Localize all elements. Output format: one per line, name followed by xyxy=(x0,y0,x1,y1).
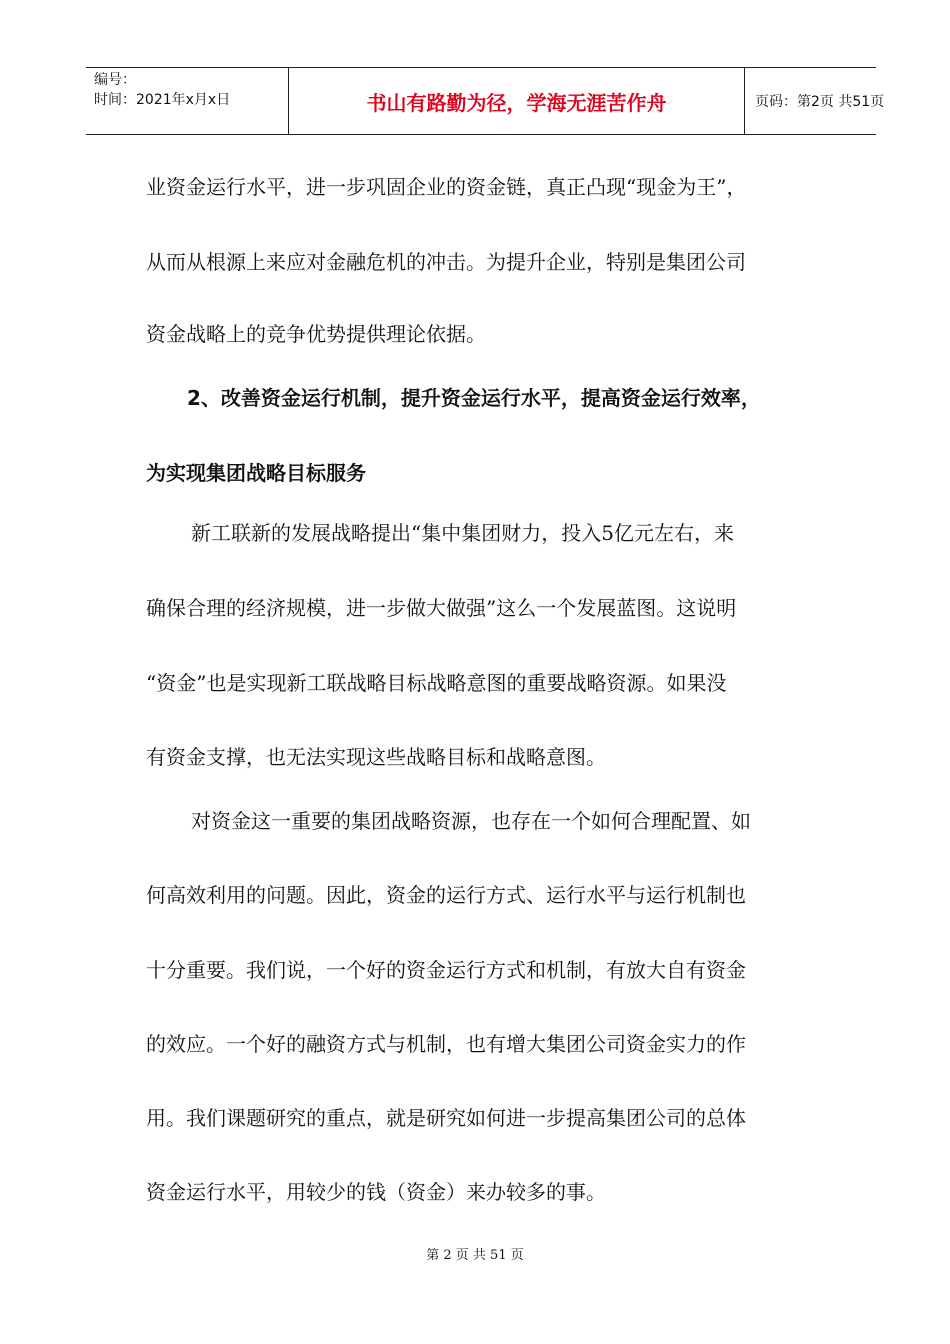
paragraph-line: “资金”也是实现新工联战略目标战略意图的重要战略资源。如果没 xyxy=(146,671,727,695)
header-page-cell xyxy=(745,68,885,134)
paragraph-line: 资金运行水平，用较少的钱（资金）来办较多的事。 xyxy=(146,1180,606,1204)
page-footer: 第 2 页 共 51 页 xyxy=(426,1248,524,1263)
paragraph-line: 的效应。一个好的融资方式与机制，也有增大集团公司资金实力的作 xyxy=(146,1032,746,1056)
section-heading-line: 2、改善资金运行机制，提升资金运行水平，提高资金运行效率， xyxy=(187,386,761,410)
paragraph-line: 用。我们课题研究的重点，就是研究如何进一步提高集团公司的总体 xyxy=(146,1106,746,1130)
header-motto: 书山有路勤为径，学海无涯苦作舟 xyxy=(366,91,667,115)
paragraph-line: 何高效利用的问题。因此，资金的运行方式、运行水平与运行机制也 xyxy=(146,883,746,907)
paragraph-line: 从而从根源上来应对金融危机的冲击。为提升企业，特别是集团公司 xyxy=(146,250,746,274)
document-header xyxy=(86,67,885,135)
header-meta-cell xyxy=(86,68,288,134)
paragraph-line: 对资金这一重要的集团战略资源，也存在一个如何合理配置、如 xyxy=(191,809,751,833)
header-page-code: 页码：第2页 共51页 xyxy=(755,94,885,110)
document-number-label: 编号： xyxy=(94,72,136,88)
paragraph-line: 资金战略上的竞争优势提供理论依据。 xyxy=(146,322,486,346)
paragraph-line: 十分重要。我们说，一个好的资金运行方式和机制，有放大自有资金 xyxy=(146,958,746,982)
document-time-label: 时间：2021年x月x日 xyxy=(94,92,231,108)
section-heading-line: 为实现集团战略目标服务 xyxy=(146,461,366,485)
paragraph-line: 有资金支撑，也无法实现这些战略目标和战略意图。 xyxy=(146,745,606,769)
paragraph-line: 业资金运行水平，进一步巩固企业的资金链，真正凸现“现金为王”， xyxy=(146,175,747,199)
paragraph-line: 确保合理的经济规模，进一步做大做强”这么一个发展蓝图。这说明 xyxy=(146,596,737,620)
paragraph-line: 新工联新的发展战略提出“集中集团财力，投入5亿元左右，来 xyxy=(191,521,734,545)
header-motto-cell xyxy=(288,68,745,134)
